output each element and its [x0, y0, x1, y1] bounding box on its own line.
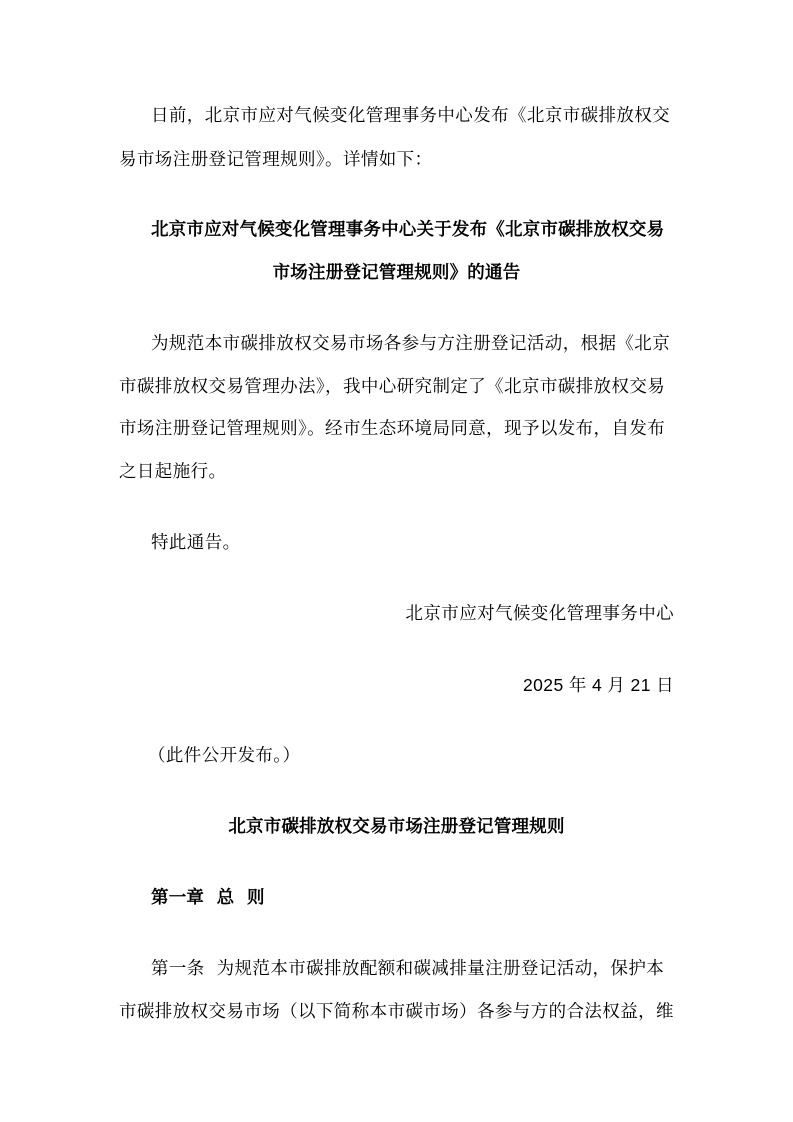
article-1-line-1: 第一条 为规范本市碳排放配额和碳减排量注册登记活动，保护本 [151, 959, 665, 979]
closing-text: 特此通告。 [151, 533, 241, 553]
intro-line-2: 易市场注册登记管理规则》。详情如下： [119, 150, 433, 170]
intro-line-1: 日前，北京市应对气候变化管理事务中心发布《北京市碳排放权交 [151, 106, 671, 126]
rules-title: 北京市碳排放权交易市场注册登记管理规则 [228, 817, 565, 837]
notice-body-line-1: 为规范本市碳排放权交易市场各参与方注册登记活动，根据《北京 [151, 334, 671, 354]
notice-title-line-1: 北京市应对气候变化管理事务中心关于发布《北京市碳排放权交易 [151, 220, 665, 240]
notice-body-line-2: 市碳排放权交易管理办法》，我中心研究制定了《北京市碳排放权交易 [119, 377, 666, 397]
signature-date: 2025 年 4 月 21 日 [523, 675, 674, 695]
notice-body-line-3: 市场注册登记管理规则》。经市生态环境局同意，现予以发布，自发布 [119, 419, 666, 439]
article-1-line-2: 市碳排放权交易市场（以下简称本市碳市场）各参与方的合法权益，维 [119, 1002, 674, 1022]
publication-note: （此件公开发布。） [148, 746, 301, 766]
chapter-1-heading: 第一章 总 则 [151, 888, 265, 908]
notice-body-line-4: 之日起施行。 [119, 462, 227, 482]
notice-title-line-2: 市场注册登记管理规则》的通告 [272, 263, 521, 283]
signature-organization: 北京市应对气候变化管理事务中心 [405, 604, 674, 624]
